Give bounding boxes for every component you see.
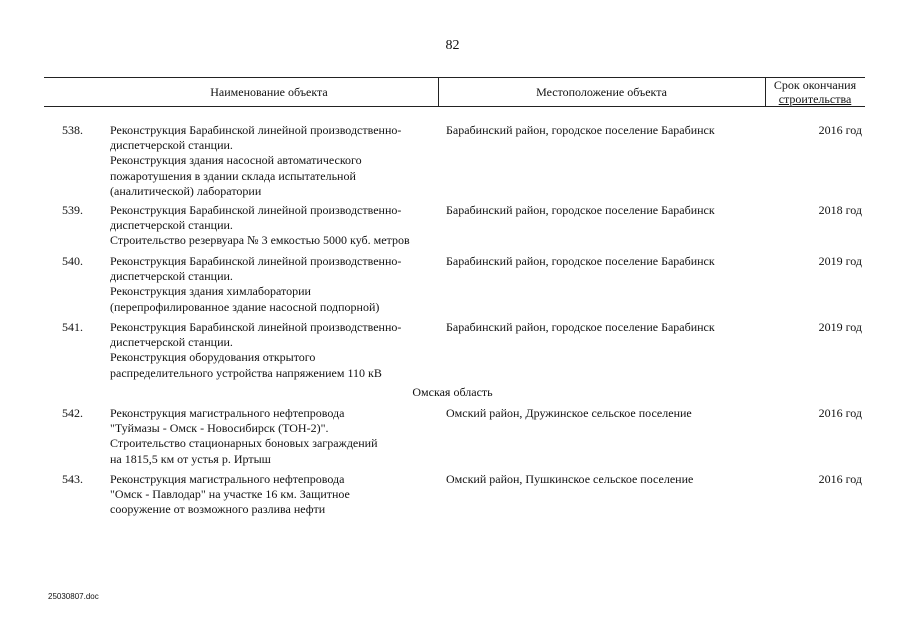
- header-date-line2: строительства: [778, 92, 852, 106]
- row-object-name: [110, 254, 440, 315]
- name-line: сооружение от возможного разлива нефти: [110, 502, 326, 517]
- row-location: Омский район, Дружинское сельское поселение: [446, 406, 692, 420]
- name-line: Реконструкция Барабинской линейной производственно-: [110, 320, 402, 334]
- header-date-column: [765, 78, 865, 106]
- name-line: "Туймазы - Омск - Новосибирск (ТОН-2)".: [110, 421, 329, 436]
- name-line: Реконструкция Барабинской линейной производственно-: [110, 123, 402, 137]
- row-completion-date: 2019 год: [818, 320, 862, 334]
- name-line: Строительство стационарных боновых заграждений: [110, 436, 378, 451]
- name-line: на 1815,5 км от устья р. Иртыш: [110, 451, 271, 466]
- row-location: Барабинский район, городское поселение Барабинск: [446, 254, 715, 268]
- name-line: диспетчерской станции.: [110, 218, 233, 233]
- row-object-name: [110, 203, 440, 249]
- row-location: Барабинский район, городское поселение Барабинск: [446, 320, 715, 334]
- row-object-name: [110, 406, 440, 467]
- row-location: Барабинский район, городское поселение Барабинск: [446, 123, 715, 137]
- row-location: Омский район, Пушкинское сельское поселение: [446, 472, 694, 486]
- row-object-name: [110, 472, 440, 518]
- name-line: Реконструкция магистрального нефтепровода: [110, 472, 345, 486]
- name-line: Реконструкция Барабинской линейной производственно-: [110, 254, 402, 268]
- row-number: 540.: [62, 254, 83, 268]
- name-line: пожаротушения в здании склада испытательной: [110, 168, 356, 183]
- name-line: Строительство резервуара № 3 емкостью 5000 куб. метров: [110, 233, 410, 248]
- header-top-rule: [44, 77, 865, 78]
- row-number: 541.: [62, 320, 83, 334]
- name-line: диспетчерской станции.: [110, 138, 233, 153]
- row-object-name: [110, 320, 440, 381]
- row-completion-date: 2016 год: [818, 123, 862, 137]
- name-line: "Омск - Павлодар" на участке 16 км. Защитное: [110, 487, 350, 502]
- row-completion-date: 2016 год: [818, 406, 862, 420]
- header-date-line1: Срок окончания: [773, 78, 857, 92]
- row-number: 539.: [62, 203, 83, 217]
- row-completion-date: 2019 год: [818, 254, 862, 268]
- name-line: распределительного устройства напряжением 110 кВ: [110, 365, 382, 380]
- name-line: Реконструкция магистрального нефтепровода: [110, 406, 345, 420]
- page-number: 82: [445, 38, 460, 53]
- name-line: Реконструкция здания насосной автоматического: [110, 153, 362, 168]
- header-name-column: Наименование объекта: [210, 85, 328, 99]
- header-location-column: Местоположение объекта: [536, 85, 667, 99]
- name-line: Реконструкция Барабинской линейной производственно-: [110, 203, 402, 217]
- header-bottom-rule: [44, 106, 865, 107]
- row-completion-date: 2018 год: [818, 203, 862, 217]
- name-line: диспетчерской станции.: [110, 335, 233, 350]
- name-line: диспетчерской станции.: [110, 269, 233, 284]
- row-number: 538.: [62, 123, 83, 137]
- row-completion-date: 2016 год: [818, 472, 862, 486]
- name-line: (перепрофилированное здание насосной подпорной): [110, 299, 380, 314]
- name-line: Реконструкция оборудования открытого: [110, 350, 316, 365]
- name-line: (аналитической) лаборатории: [110, 183, 262, 198]
- row-location: Барабинский район, городское поселение Барабинск: [446, 203, 715, 217]
- row-object-name: [110, 123, 440, 199]
- name-line: Реконструкция здания химлаборатории: [110, 284, 311, 299]
- row-number: 543.: [62, 472, 83, 486]
- region-heading: Омская область: [412, 385, 493, 399]
- document-filename: 25030807.doc: [48, 592, 99, 601]
- row-number: 542.: [62, 406, 83, 420]
